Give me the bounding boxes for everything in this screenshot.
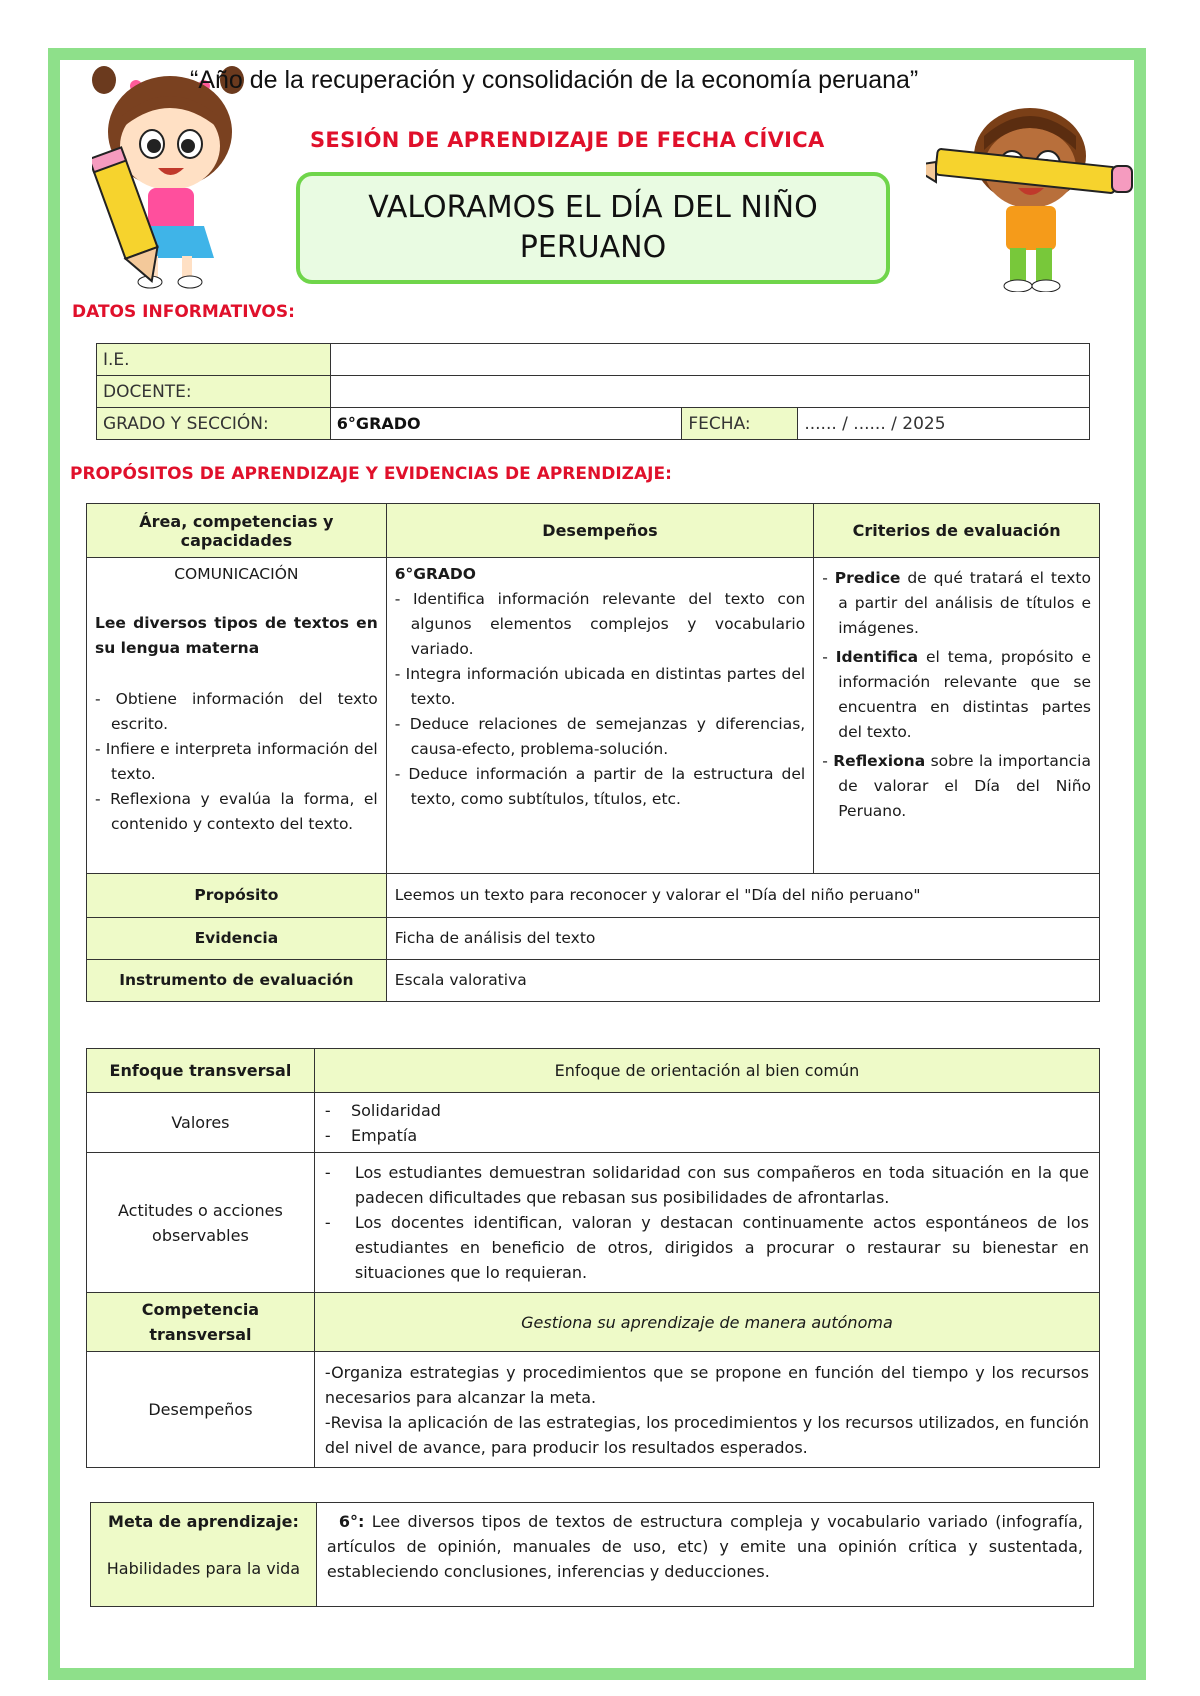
list-item: - Deduce relaciones de semejanzas y diferencias, causa-efecto, problema-solución. [394,715,806,758]
criterio-keyword: Reflexiona [833,752,926,770]
col-header-criterios: Criterios de evaluación [814,504,1100,558]
col-header-area: Área, competencias y capacidades [87,504,387,558]
table-row [87,918,1100,960]
criterio-text: sobre la importancia de valorar el Día del Niño Peruano. [838,752,1091,820]
criterio-keyword: Identifica [835,648,919,666]
actitud-text: Los estudiantes demuestran solidaridad con sus compañeros en toda situación en la que padecen dificultades que rebasan sus posibilidades de afrontarlas. [354,1163,1089,1207]
criterio-keyword: Predice [834,569,901,587]
fecha-label: FECHA: [682,408,798,440]
desempenos-transversal-label: Desempeños [87,1352,315,1468]
meta-text: Lee diversos tipos de textos de estructura compleja y vocabulario variado (infografía, artículos de opinión, manuales de uso, etc) y emite una opinión crítica y sustentada, estableciendo conclusiones, inferencias y deducciones. [326,1512,1083,1581]
grado-heading: 6°GRADO [394,565,476,583]
evidencia-label: Evidencia [87,918,387,960]
docente-field[interactable] [330,376,1089,408]
main-title: VALORAMOS EL DÍA DEL NIÑO PERUANO [368,190,818,265]
valor-text: Empatía [350,1125,418,1145]
desempenos-transversal-cell [314,1352,1099,1468]
docente-label: DOCENTE: [97,376,331,408]
capacidades-list [95,687,378,837]
table-row [87,1153,1100,1293]
list-item: - Infiere e interpreta información del texto. [95,740,378,783]
table-row [91,1503,1094,1607]
list-item: - Empatía [324,1125,418,1145]
desempenos-cell [386,558,814,874]
area-cell [87,558,387,874]
fecha-field[interactable]: ...... / ...... / 2025 [798,408,1090,440]
meta-label-cell [91,1503,317,1607]
list-item: - Los estudiantes demuestran solidaridad con sus compañeros en toda situación en la que padecen dificultades que rebasan sus posibilidades de afrontarlas. [325,1160,1089,1210]
session-title: SESIÓN DE APRENDIZAJE DE FECHA CÍVICA [310,128,825,152]
valores-label: Valores [87,1093,315,1153]
instrumento-label: Instrumento de evaluación [87,960,387,1002]
datos-table [96,343,1090,440]
meta-text-cell [316,1503,1093,1607]
year-motto: “Año de la recuperación y consolidación de la economía peruana” [190,66,919,94]
table-row [87,960,1100,1002]
enfoque-value: Enfoque de orientación al bien común [314,1049,1099,1093]
table-row [97,344,1090,376]
table-row [87,1093,1100,1153]
valor-text: Solidaridad [350,1100,441,1120]
criterios-list [822,566,1091,824]
list-item: - Integra información ubicada en distintas partes del texto. [394,665,806,708]
table-row [87,874,1100,918]
list-item: - Deduce información a partir de la estructura del texto, como subtítulos, títulos, etc. [394,765,806,808]
propositos-section-title: PROPÓSITOS DE APRENDIZAJE Y EVIDENCIAS DE APRENDIZAJE: [70,464,672,484]
list-item: - Los docentes identifican, valoran y destacan continuamente actos espontáneos de los estudiantes en beneficio de otros, dirigidos a procurar o restaurar su bienestar en situaciones que lo requieran. [325,1210,1089,1285]
actitudes-label: Actitudes o acciones observables [87,1153,315,1293]
list-item: - Reflexiona sobre la importancia de valorar el Día del Niño Peruano. [822,752,1091,820]
table-row [87,1293,1100,1352]
list-item: - Reflexiona y evalúa la forma, el contenido y contexto del texto. [95,790,378,833]
list-item: - Identifica información relevante del texto con algunos elementos complejos y vocabulario variado. [394,590,806,658]
table-row [87,1049,1100,1093]
grado-value[interactable]: 6°GRADO [330,408,682,440]
list-item: - Obtiene información del texto escrito. [95,690,378,733]
datos-section-title: DATOS INFORMATIVOS: [72,302,295,322]
enfoque-table [86,1048,1100,1468]
table-header-row [87,504,1100,558]
list-item: - Predice de qué tratará el texto a partir del análisis de títulos e imágenes. [822,569,1091,637]
valores-cell [314,1093,1099,1153]
list-item: - Identifica el tema, propósito e información relevante que se encuentra en distintas partes del texto. [822,648,1091,741]
meta-grade: 6°: [338,1512,365,1531]
table-row [97,376,1090,408]
criterios-cell [814,558,1100,874]
desempenos-list [395,587,806,812]
meta-label: Meta de aprendizaje: [108,1512,299,1531]
criterio-text: el tema, propósito e información relevante que se encuentra en distintas partes del texto. [838,648,1091,741]
competencia-text: Lee diversos tipos de textos en su lengua materna [95,614,378,657]
list-item: -Organiza estrategias y procedimientos que se propone en función del tiempo y los recursos necesarios para alcanzar la meta. [324,1362,1089,1407]
list-item: - Solidaridad [324,1100,441,1120]
actitud-text: Los docentes identifican, valoran y destacan continuamente actos espontáneos de los estudiantes en beneficio de otros, dirigidos a procurar o restaurar su bienestar en situaciones que lo requieran. [354,1213,1089,1282]
area-name: COMUNICACIÓN [174,565,299,583]
meta-table [90,1502,1094,1607]
main-title-box [296,172,890,284]
ie-field[interactable] [330,344,1089,376]
table-row [87,1352,1100,1468]
table-row [87,558,1100,874]
ie-label: I.E. [97,344,331,376]
meta-sublabel: Habilidades para la vida [106,1559,301,1578]
list-item: -Revisa la aplicación de las estrategias, los procedimientos y los recursos utilizados, en función del nivel de avance, para producir los resultados esperados. [324,1412,1089,1457]
actitudes-cell [314,1153,1099,1293]
proposito-value: Leemos un texto para reconocer y valorar el "Día del niño peruano" [386,874,1099,918]
instrumento-value: Escala valorativa [386,960,1099,1002]
table-row [97,408,1090,440]
competencia-transversal-label: Competencia transversal [87,1293,315,1352]
col-header-desempenos: Desempeños [386,504,814,558]
criterio-text: de qué tratará el texto a partir del análisis de títulos e imágenes. [838,569,1091,637]
evidencia-value: Ficha de análisis del texto [386,918,1099,960]
enfoque-label: Enfoque transversal [87,1049,315,1093]
propositos-table [86,503,1100,1002]
competencia-transversal-value: Gestiona su aprendizaje de manera autónoma [314,1293,1099,1352]
grado-label: GRADO Y SECCIÓN: [97,408,331,440]
proposito-label: Propósito [87,874,387,918]
boy-with-pencil-illustration [926,106,1136,292]
